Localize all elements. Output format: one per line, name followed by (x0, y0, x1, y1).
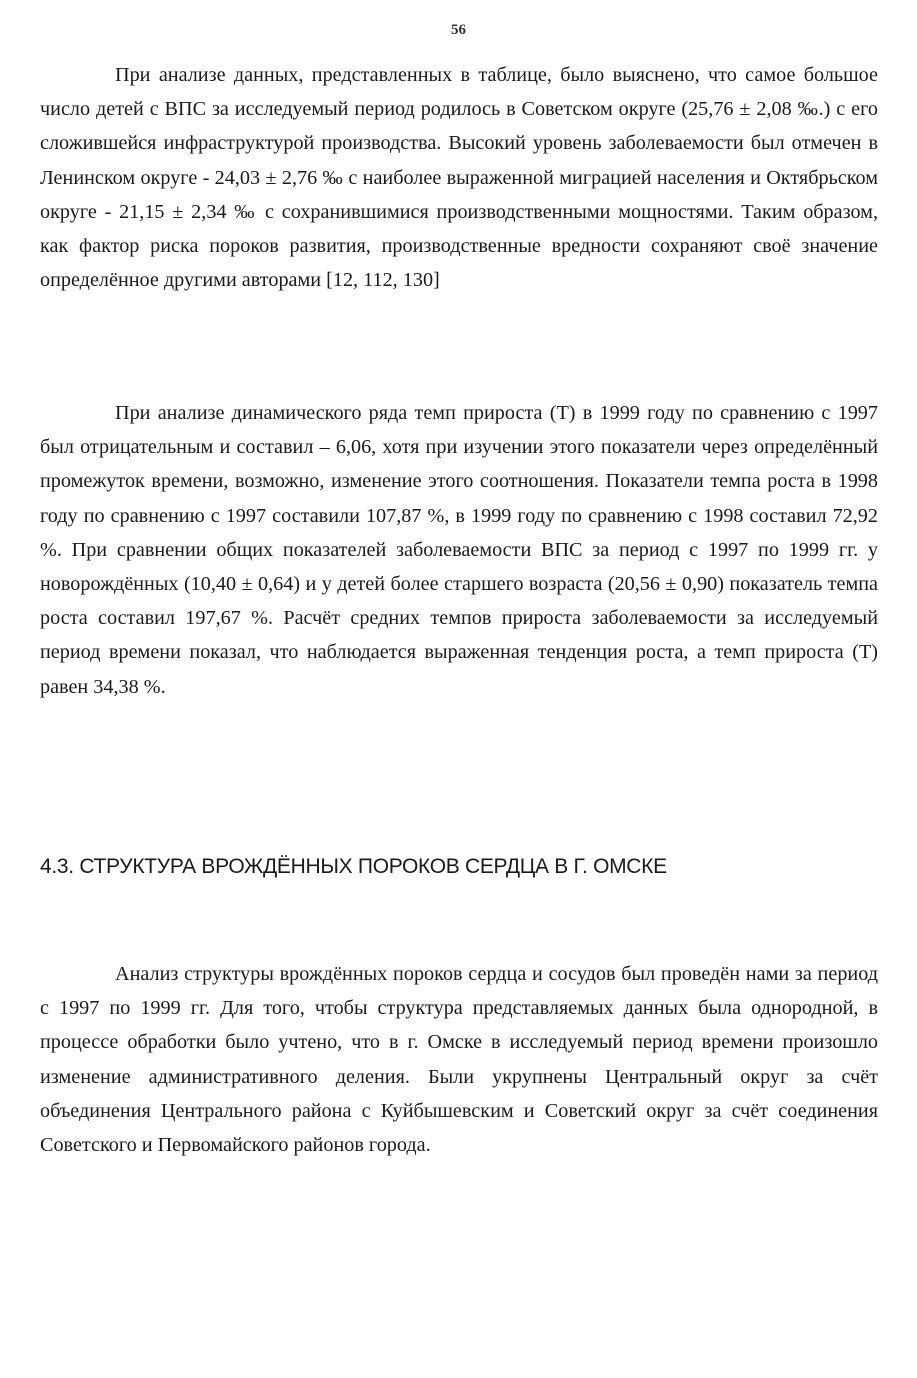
section-heading: 4.3. СТРУКТУРА ВРОЖДЁННЫХ ПОРОКОВ СЕРДЦА В Г. ОМСКЕ (40, 855, 667, 878)
paragraph-district-analysis: При анализе данных, представленных в таблице, было выяснено, что самое большое число детей с ВПС за исследуемый период родилось в Советском округе (25,76 ± 2,08 ‰.) с его сложившейся инфраструктурой производства. Высокий уровень заболеваемости был отмечен в Ленинском округе - 24,03 ± 2,76 ‰ с наиболее выраженной миграцией населения и Октябрьском округе - 21,15 ± 2,34 ‰ с сохранившимися производственными мощностями. Таким образом, как фактор риска пороков развития, производственные вредности сохраняют своё значение определённое другими авторами [12, 112, 130] (40, 64, 878, 292)
page-number: 56 (451, 22, 466, 38)
paragraph-growth-dynamics: При анализе динамического ряда темп прироста (Т) в 1999 году по сравнению с 1997 был отрицательным и составил – 6,06, хотя при изучении этого показатели через определённый промежуток времени, возможно, изменение этого соотношения. Показатели темпа роста в 1998 году по сравнению с 1997 составили 107,87 %, в 1999 году по сравнению с 1998 составил 72,92 %. При сравнении общих показателей заболеваемости ВПС за период с 1997 по 1999 гг. у новорождённых (10,40 ± 0,64) и у детей более старшего возраста (20,56 ± 0,90) показатель темпа роста составил 197,67 %. Расчёт средних темпов прироста заболеваемости за исследуемый период времени показал, что наблюдается выраженная тенденция роста, а темп прироста (Т) равен 34,38 %. (40, 402, 878, 698)
paragraph-structure-analysis: Анализ структуры врождённых пороков сердца и сосудов был проведён нами за период с 1997 по 1999 гг. Для того, чтобы структура представляемых данных была однородной, в процессе обработки было учтено, что в г. Омске в исследуемый период времени произошло изменение административного деления. Были укрупнены Центральный округ за счёт объединения Центрального района с Куйбышевским и Советский округ за счёт соединения Советского и Первомайского районов города. (40, 963, 878, 1157)
